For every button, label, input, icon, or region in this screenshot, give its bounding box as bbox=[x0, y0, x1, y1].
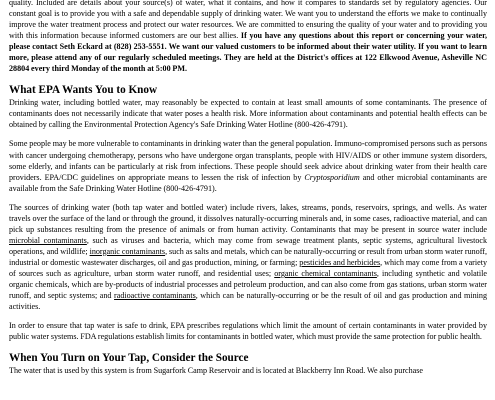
spacer bbox=[9, 342, 487, 351]
epa-paragraph-4: In order to ensure that tap water is safe to drink, EPA prescribes regulations which limit the amount of certain contaminants in water provided by public water systems. FDA regulations establish limits for contaminants in bottled water, which must provide the same protection for public health. bbox=[9, 321, 487, 342]
text-run: , including synthetic and volatile organic chemicals, which are by-products of industrial processes and petroleum production, and can also come from gas stations, urban storm water runoff, and septic systems; and bbox=[9, 268, 488, 301]
term-radioactive: radioactive contaminants bbox=[114, 291, 196, 301]
spacer bbox=[9, 194, 487, 202]
spacer bbox=[9, 130, 487, 138]
term-organic: organic chemical contaminants bbox=[274, 268, 377, 278]
text-run: and other microbial contaminants are available from the Safe Drinking Water Hotline (800-426-4791). bbox=[9, 172, 487, 193]
spacer bbox=[9, 312, 487, 320]
epa-paragraph-2 bbox=[9, 138, 487, 193]
text-run: The sources of drinking water (both tap water and bottled water) include rivers, lakes, streams, ponds, reservoirs, springs, and wells. As water travels over the surface of the land or through the ground, it dissolves naturally-occurring minerals and, in some cases, radioactive material, and can pick up substances resulting from the presence of animals or from human activity. Contaminants that may be present in source water include bbox=[9, 202, 487, 234]
section-heading-source: When You Turn on Your Tap, Consider the Source bbox=[9, 352, 249, 365]
organism-name: Cryptosporidium bbox=[304, 172, 360, 182]
text-run: , such as salts and metals, which can be naturally-occurring or result from urban storm water runoff, industrial or domestic wastewater discharges, oil and gas production, mining, or farming; bbox=[9, 246, 487, 267]
text-run: , which may come from a variety of sources such as agriculture, urban storm water runoff, and residential uses; bbox=[9, 257, 487, 278]
source-paragraph-1: The water that is used by this system is from Sugarfork Camp Reservoir and is located at Blackberry Inn Road. We also purchase bbox=[9, 366, 423, 376]
intro-text: quality. Included are details about your source(s) of water, what it contains, and how it compares to standards set by regulatory agencies. Our constant goal is to provide you with a safe and dependable supply of drinking water. We want you to understand the efforts we make to continually improve the water treatment process and protect our water resources. We are committed to ensuring the quality of your water and to providing you with this information because informed customers are our best allies. bbox=[9, 0, 487, 41]
term-pesticides: pesticides and herbicides bbox=[299, 257, 381, 267]
text-run: , such as viruses and bacteria, which may come from sewage treatment plants, septic systems, agricultural livestock operations, and wildlife; bbox=[9, 235, 488, 256]
intro-paragraph bbox=[9, 0, 487, 74]
epa-paragraph-3 bbox=[9, 202, 487, 312]
term-microbial: microbial contaminants bbox=[9, 235, 87, 245]
text-run: Some people may be more vulnerable to contaminants in drinking water than the general population. Immuno-compromised persons such as persons with cancer undergoing chemotherapy, persons who have undergone organ transplants, people with HIV/AIDS or other immune system disorders, some elderly, and infants can be particularly at risk from infections. These people should seek advice about drinking water from their health care providers. EPA/CDC guidelines on appropriate means to lessen the risk of infection by bbox=[9, 139, 487, 182]
intro-contact-text: If you have any questions about this report or concerning your water, please contact Seth Eckard at (828) 253-5551. We want our valued customers to be informed about their water utility. If you want to learn more, please attend any of our regularly scheduled meetings. They are held at the District's offices at 122 Elkwood Avenue, Asheville NC 28804 every third Monday of the month at 5:00 PM. bbox=[9, 31, 487, 74]
section-heading-epa: What EPA Wants You to Know bbox=[9, 84, 158, 97]
text-run: , which can be naturally-occurring or be the result of oil and gas production and mining activities. bbox=[9, 291, 487, 312]
epa-paragraph-1: Drinking water, including bottled water, may reasonably be expected to contain at least small amounts of some contaminants. The presence of contaminants does not necessarily indicate that water poses a health risk. More information about contaminants and potential health effects can be obtained by calling the Environmental Protection Agency's Safe Drinking Water Hotline (800-426-4791). bbox=[9, 98, 487, 130]
report-page bbox=[9, 0, 487, 376]
term-inorganic: inorganic contaminants bbox=[89, 246, 166, 256]
spacer bbox=[9, 74, 487, 83]
